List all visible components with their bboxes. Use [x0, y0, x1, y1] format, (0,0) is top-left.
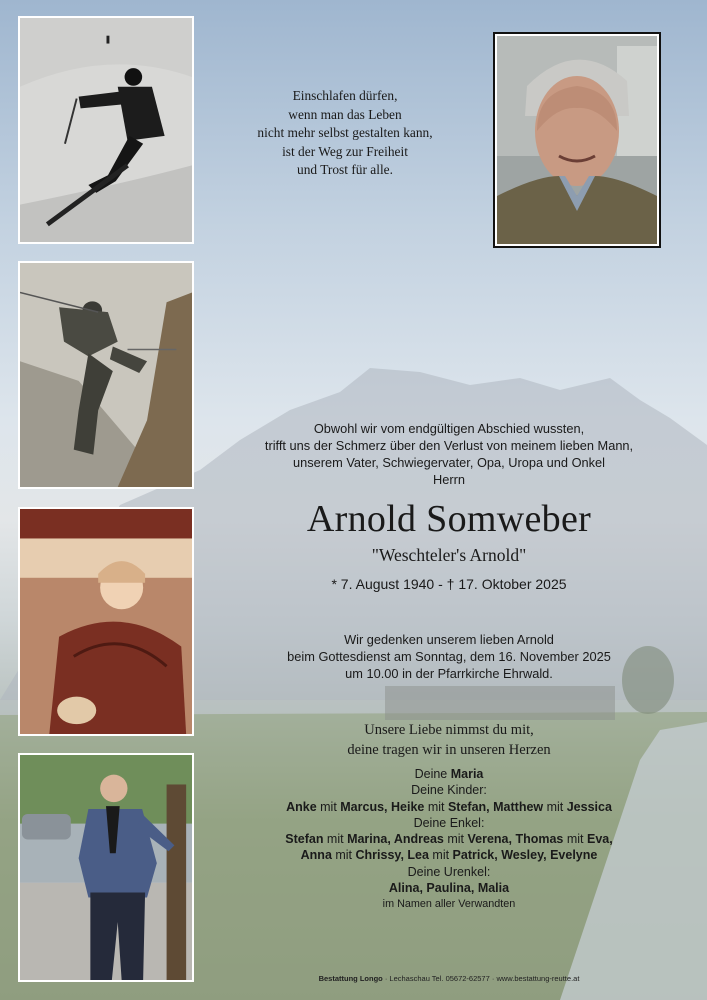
child-name: Marcus [340, 799, 385, 814]
intro-line: Obwohl wir vom endgültigen Abschied wussten, [313, 421, 585, 436]
name-separator: mit [543, 799, 567, 814]
grandchild-name: Eva [587, 832, 610, 847]
name-separator: , [508, 832, 516, 847]
intro-line: Herrn [433, 472, 465, 487]
grandchild-name: Patrick [452, 848, 495, 863]
name-separator: mit [331, 848, 356, 863]
poem-line: und Trost für alle. [297, 162, 393, 178]
poem-line: nicht mehr selbst gestalten kann, [257, 125, 433, 141]
name-separator: mit [316, 799, 341, 814]
life-dates: * 7. August 1940 - † 17. Oktober 2025 [331, 576, 567, 592]
grandchildren-line [200, 831, 698, 847]
name-separator: , [494, 848, 502, 863]
portrait-photo [493, 32, 661, 248]
grandchild-name: Andreas [393, 832, 444, 847]
children-label: Deine Kinder: [411, 783, 487, 798]
name-separator: mit [424, 799, 448, 814]
name-separator: , [543, 848, 551, 863]
great-grandchildren-label: Deine Urenkel: [407, 864, 491, 879]
poem-line: ist der Weg zur Freiheit [282, 143, 408, 159]
grandchild-name: Anna [300, 848, 332, 863]
grandchildren-label: Deine Enkel: [413, 815, 485, 830]
name-separator: , [486, 799, 494, 814]
wife-prefix: Deine [414, 767, 451, 781]
poem-line: Einschlafen dürfen, [292, 88, 398, 103]
grandchildren-line [200, 847, 698, 863]
funeral-home-name: Bestattung Longo [318, 974, 383, 983]
intro-line: unserem Vater, Schwiegervater, Opa, Uropa und Onkel [292, 455, 606, 470]
service-info [200, 631, 698, 682]
deceased-nickname: "Weschteler's Arnold" [371, 545, 527, 565]
wife-line [200, 766, 698, 782]
winter-portrait-photo [18, 507, 194, 736]
love-verse [200, 720, 698, 760]
deceased-name: Arnold Somweber [306, 498, 592, 540]
name-separator: mit [563, 832, 587, 847]
service-line: beim Gottesdienst am Sonntag, dem 16. November 2025 [287, 649, 611, 664]
service-line: um 10.00 in der Pfarrkirche Ehrwald. [345, 666, 553, 681]
children-line [200, 799, 698, 815]
name-separator: , [384, 799, 391, 814]
poem-line: wenn man das Leben [288, 106, 402, 122]
child-name: Matthew [493, 799, 544, 814]
family-list [200, 766, 698, 913]
climbing-photo [18, 261, 194, 489]
street-photo [18, 753, 194, 982]
footer [200, 974, 698, 983]
name-separator: mit [443, 832, 468, 847]
grandchild-name: Stefan [285, 832, 324, 847]
grandchild-name: Evelyne [550, 848, 598, 863]
name-separator: , [609, 832, 613, 847]
relatives-note: im Namen aller Verwandten [382, 898, 516, 911]
grandchild-name: Lea [407, 848, 429, 863]
skiing-photo [18, 16, 194, 244]
child-name: Stefan [447, 799, 487, 814]
intro-text [200, 420, 698, 488]
great-grandchildren-names: Alina, Paulina, Malia [388, 881, 510, 896]
wife-name: Maria [450, 767, 484, 781]
name-separator: mit [428, 848, 453, 863]
child-name: Anke [286, 799, 317, 814]
grandchild-name: Verena [467, 832, 509, 847]
intro-line: trifft uns der Schmerz über den Verlust von meinem lieben Mann, [264, 438, 634, 453]
grandchild-name: Marina [347, 832, 388, 847]
service-line: Wir gedenken unserem lieben Arnold [344, 632, 554, 647]
funeral-home-details: · Lechaschau Tel. 05672-62577 · www.bestattung-reutte.at [382, 974, 580, 983]
child-name: Jessica [566, 799, 612, 814]
name-separator: mit [323, 832, 348, 847]
poem [225, 87, 465, 180]
love-line: Unsere Liebe nimmst du mit, [364, 722, 534, 738]
name-separator: , [400, 848, 408, 863]
love-line: deine tragen wir in unseren Herzen [347, 742, 551, 758]
grandchild-name: Chrissy [355, 848, 401, 863]
grandchild-name: Wesley [501, 848, 544, 863]
child-name: Heike [391, 799, 425, 814]
grandchild-name: Thomas [515, 832, 564, 847]
name-separator: , [387, 832, 394, 847]
